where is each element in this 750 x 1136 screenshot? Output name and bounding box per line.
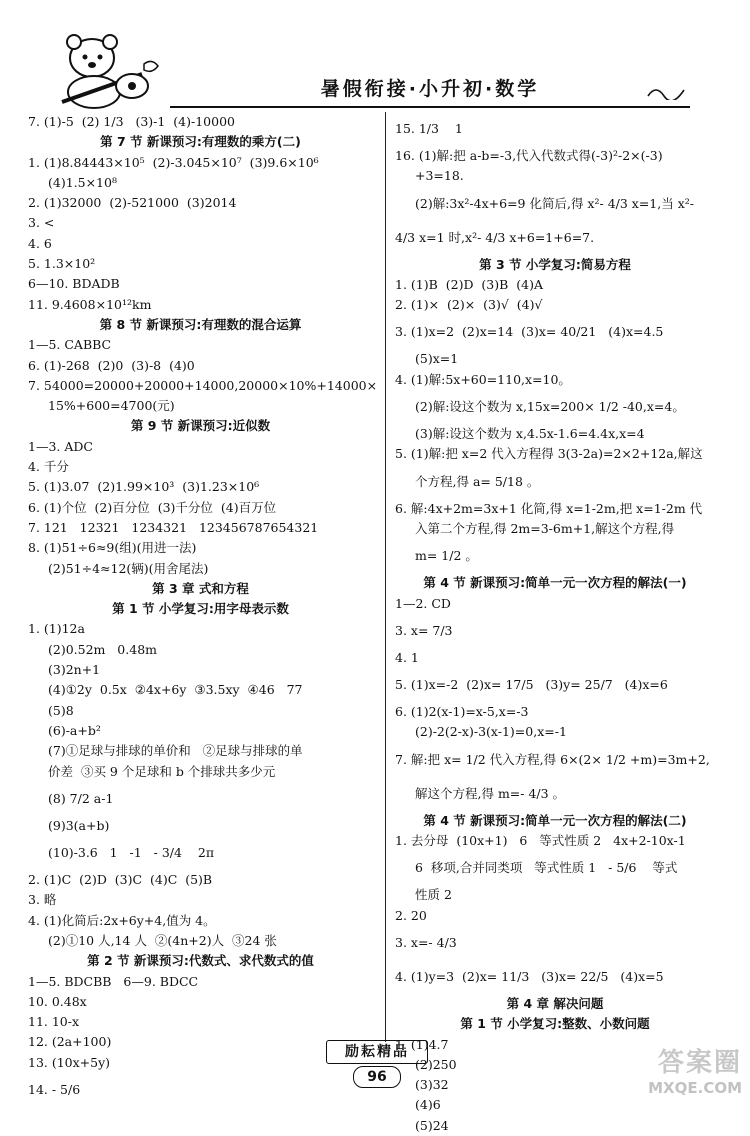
answer-line: 1. (1)8.84443×10⁵ (2)-3.045×10⁷ (3)9.6×10⁶ [28, 154, 319, 170]
answer-line: +3=18. [415, 168, 464, 184]
answer-line: 5. (1)解:把 x=2 代入方程得 3(3-2a)=2×2+12a,解这 [395, 446, 703, 462]
answer-line: 6. (1)2(x-1)=x-5,x=-3 [395, 704, 529, 720]
answer-line: (2)①10 人,14 人 ②(4n+2)人 ③24 张 [48, 932, 277, 948]
section-heading: 第 1 节 小学复习:用字母表示数 [112, 601, 289, 617]
answer-line: (3)2n+1 [48, 662, 101, 678]
answer-line: 15%+600=4700(元) [48, 398, 175, 414]
answer-line: 4. (1)化简后:2x+6y+4,值为 4。 [28, 912, 216, 928]
answer-line: 2. (1)32000 (2)-521000 (3)2014 [28, 195, 237, 211]
page-header [0, 0, 750, 118]
answer-line: (5)8 [48, 702, 74, 718]
answer-line: 15. 1/3 1 [395, 121, 463, 136]
answer-line: 4. 千分 [28, 459, 69, 475]
answer-line: 个方程,得 a= 5/18 。 [415, 473, 540, 489]
answer-line: 5. (1)3.07 (2)1.99×10³ (3)1.23×10⁶ [28, 479, 260, 495]
answer-line: (5)x=1 [415, 351, 459, 367]
answer-line: 2. (1)C (2)D (3)C (4)C (5)B [28, 872, 213, 888]
answer-line: 7. 121 12321 1234321 123456787654321 [28, 519, 319, 535]
answer-line: 1. (1)12a [28, 621, 85, 637]
answer-line: (4)1.5×10⁸ [48, 174, 117, 190]
answer-line: 7. 解:把 x= 1/2 代入方程,得 6×(2× 1/2 +m)=3m+2, [395, 751, 710, 767]
answer-line: 8. (1)51÷6≈9(组)(用进一法) [28, 540, 197, 556]
answer-line: 6. 解:4x+2m=3x+1 化简,得 x=1-2m,把 x=1-2m 代 [395, 500, 703, 516]
answer-line: 4/3 x=1 时,x²- 4/3 x+6=1+6=7. [395, 229, 595, 245]
answer-line: 3. 略 [28, 892, 57, 908]
brand-logo: 励耘精品 [326, 1040, 428, 1064]
answer-line: (2)解:设这个数为 x,15x=200× 1/2 -40,x=4。 [415, 399, 685, 415]
answer-line: (4)①2y 0.5x ②4x+6y ③3.5xy ④46 77 [48, 682, 303, 698]
answer-line: 1—5. BDCBB 6—9. BDCC [28, 973, 199, 989]
answer-line: 性质 2 [415, 887, 452, 903]
answer-line: (7)①足球与排球的单价和 ②足球与排球的单 [48, 743, 303, 759]
section-heading: 第 8 节 新课预习:有理数的混合运算 [99, 316, 302, 332]
answer-line: (4)6 [415, 1097, 441, 1113]
answer-line: 1—3. ADC [28, 438, 93, 454]
answer-line: 6—10. BDADB [28, 276, 120, 292]
answer-line: 解这个方程,得 m=- 4/3 。 [415, 785, 566, 801]
answer-line: 2. (1)× (2)× (3)√ (4)√ [395, 297, 543, 313]
answer-line: 13. (10x+5y) [28, 1054, 111, 1070]
answer-line: 14. - 5/6 [28, 1082, 81, 1098]
section-heading: 第 4 节 新课预习:简单一元一次方程的解法(一) [423, 575, 687, 591]
column-divider [385, 112, 386, 1042]
answer-line: 1. 去分母 (10x+1) 6 等式性质 2 4x+2-10x-1 [395, 833, 686, 849]
answer-line: 价差 ③买 9 个足球和 b 个排球共多少元 [48, 763, 276, 779]
answer-line: m= 1/2 。 [415, 548, 478, 564]
right-answer-column [395, 112, 715, 1136]
section-heading: 第 1 节 小学复习:整数、小数问题 [460, 1016, 650, 1032]
answer-line: (3)解:设这个数为 x,4.5x-1.6=4.4x,x=4 [415, 426, 645, 442]
answer-line: 1. (1)4.7 [395, 1036, 449, 1052]
answer-line: 3. x=- 4/3 [395, 934, 457, 950]
answer-line: (5)24 [415, 1117, 449, 1133]
page-number: 96 [353, 1066, 401, 1088]
section-heading: 第 9 节 新课预习:近似数 [130, 418, 271, 434]
answer-line: 3. x= 7/3 [395, 622, 453, 638]
answer-line: 4. 1 [395, 649, 419, 665]
answer-line: 4. 6 [28, 235, 52, 251]
answer-line: 3. < [28, 215, 55, 231]
answer-line: 16. (1)解:把 a-b=-3,代入代数式得(-3)²-2×(-3) [395, 148, 663, 163]
answer-line: 1. (1)B (2)D (3)B (4)A [395, 276, 543, 292]
answer-line: 11. 9.4608×10¹²km [28, 296, 152, 312]
bear-guitar-mascot-icon [52, 30, 162, 112]
answer-line: (3)32 [415, 1077, 449, 1093]
section-heading: 第 4 章 解决问题 [506, 995, 604, 1011]
answer-line: 2. 20 [395, 907, 427, 923]
section-heading: 第 3 节 小学复习:简易方程 [479, 256, 631, 272]
answer-line: 6. (1)个位 (2)百分位 (3)千分位 (4)百万位 [28, 499, 277, 515]
answer-line: (6)-a+b² [48, 722, 101, 738]
section-heading: 第 3 章 式和方程 [152, 580, 249, 596]
answer-line: 10. 0.48x [28, 993, 87, 1009]
answer-line: 1—5. CABBC [28, 337, 112, 353]
section-heading: 第 7 节 新课预习:有理数的乘方(二) [100, 134, 301, 150]
answer-line: 3. (1)x=2 (2)x=14 (3)x= 40/21 (4)x=4.5 [395, 324, 664, 340]
answer-line: (2)0.52m 0.48m [48, 641, 157, 657]
answer-line: 4. (1)y=3 (2)x= 11/3 (3)x= 22/5 (4)x=5 [395, 968, 664, 984]
section-heading: 第 2 节 新课预习:代数式、求代数式的值 [87, 953, 314, 969]
answer-line: 7. (1)-5 (2) 1/3 (3)-1 (4)-10000 [28, 114, 235, 129]
watermark-title: 答案圈 [657, 1048, 742, 1078]
answer-line: (2)250 [415, 1056, 457, 1072]
answer-line: 5. (1)x=-2 (2)x= 17/5 (3)y= 25/7 (4)x=6 [395, 677, 668, 693]
answer-line: 6. (1)-268 (2)0 (3)-8 (4)0 [28, 357, 195, 373]
swirl-decoration-icon [646, 84, 686, 100]
header-banner [170, 72, 690, 108]
answer-line: 7. 54000=20000+20000+14000,20000×10%+14000× [28, 377, 378, 393]
answer-line: 6 移项,合并同类项 等式性质 1 - 5/6 等式 [415, 860, 678, 876]
answer-line: 12. (2a+100) [28, 1034, 112, 1050]
answer-line: (10)-3.6 1 -1 - 3/4 2π [48, 845, 215, 861]
answer-line: (9)3(a+b) [48, 817, 110, 833]
answer-line: (2)-2(2-x)-3(x-1)=0,x=-1 [415, 724, 567, 740]
watermark-url: MXQE.COM [648, 1079, 742, 1097]
section-heading: 第 4 节 新课预习:简单一元一次方程的解法(二) [423, 812, 687, 828]
answer-line: 11. 10-x [28, 1014, 80, 1030]
watermark [602, 1042, 742, 1096]
header-title: 暑假衔接·小升初·数学 [320, 78, 540, 100]
answer-line: 入第二个方程,得 2m=3-6m+1,解这个方程,得 [415, 520, 675, 536]
answer-line: 1—2. CD [395, 595, 451, 611]
answer-line: 5. 1.3×10² [28, 256, 96, 272]
answer-line: (2)51÷4≈12(辆)(用舍尾法) [48, 560, 209, 576]
answer-line: (8) 7/2 a-1 [48, 790, 114, 806]
answer-line: 4. (1)解:5x+60=110,x=10。 [395, 371, 571, 387]
answer-line: (2)解:3x²-4x+6=9 化简后,得 x²- 4/3 x=1,当 x²- [415, 195, 694, 211]
